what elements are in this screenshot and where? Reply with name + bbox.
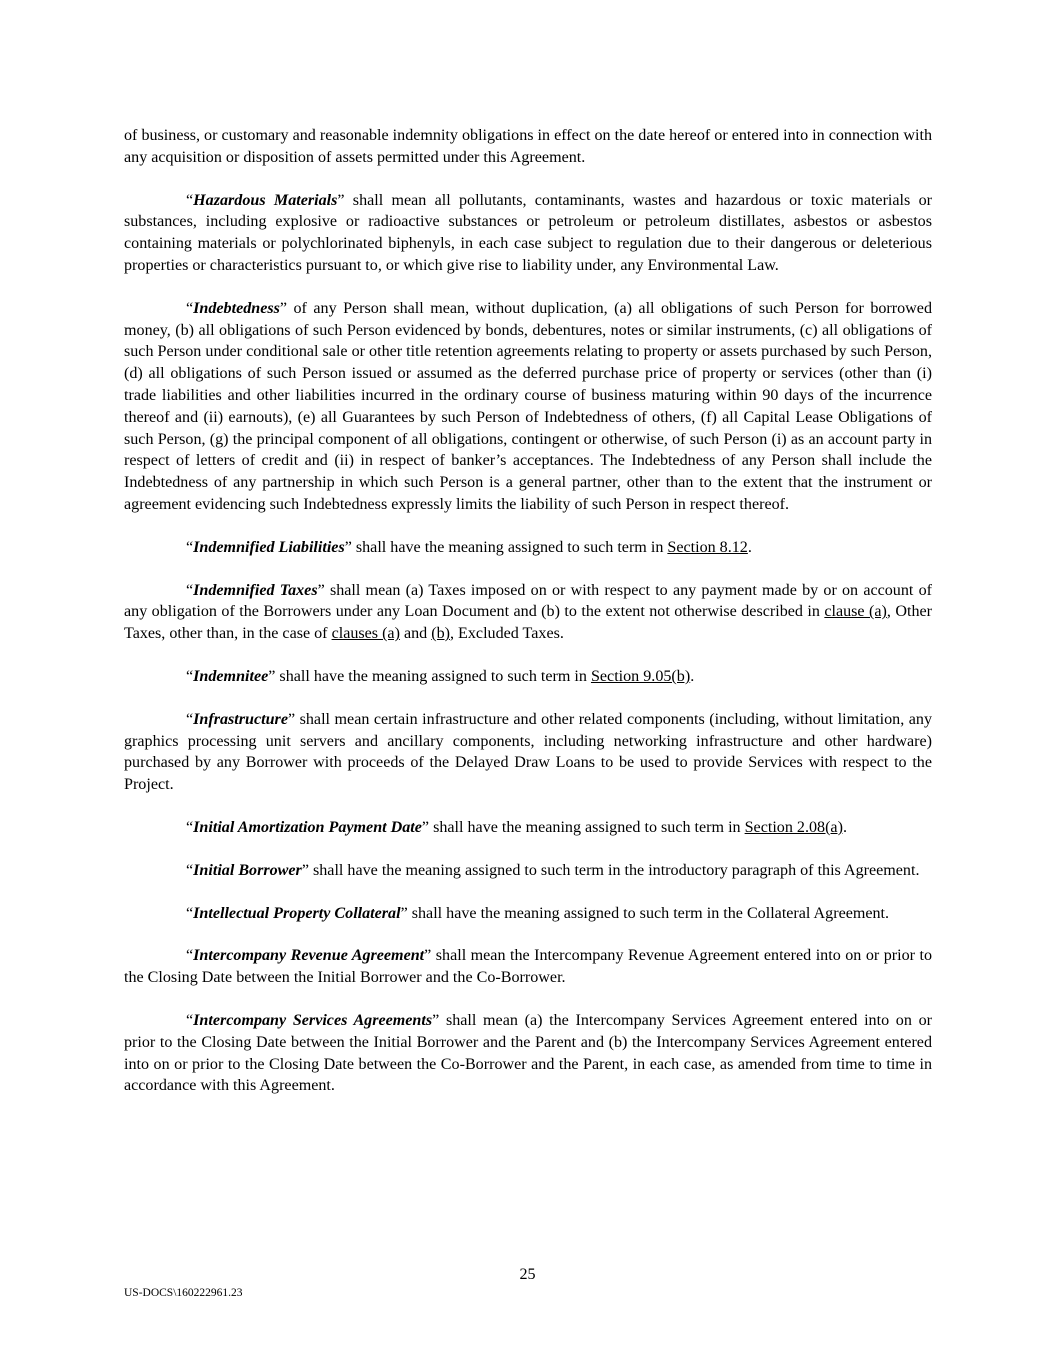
definition-paragraph	[124, 1010, 932, 1097]
document-id: US-DOCS\160222961.23	[124, 1287, 243, 1299]
paragraph-text: ” shall have the meaning assigned to such term in	[344, 538, 668, 556]
page-number: 25	[519, 1266, 536, 1283]
paragraph-text: “	[186, 581, 194, 599]
defined-term: Indemnified Liabilities	[193, 538, 345, 556]
defined-term: Indebtedness	[193, 299, 280, 317]
paragraph-text: .	[842, 818, 847, 836]
defined-term: Hazardous Materials	[193, 191, 338, 209]
definition-paragraph	[124, 537, 932, 559]
paragraph-text: ” shall mean all pollutants, contaminants, wastes and hazardous or toxic materials or substances, including explosive or radioactive substances or petroleum or petroleum distillates, asbestos or asbestos containing materials or polychlorinated biphenyls, in each case subject to regulation due to their dangerous or deleterious properties or characteristics pursuant to, or which give rise to liability under, any Environmental Law.	[124, 191, 932, 274]
defined-term: Infrastructure	[193, 710, 288, 728]
document-body	[124, 125, 932, 1118]
defined-term: Intercompany Services Agreements	[193, 1011, 433, 1029]
defined-term: Indemnified Taxes	[193, 581, 318, 599]
defined-term: Initial Borrower	[193, 861, 302, 879]
paragraph-text: “	[186, 710, 194, 728]
cross-reference: Section 9.05(b)	[590, 667, 691, 685]
cross-reference: Section 2.08(a)	[744, 818, 843, 836]
paragraph-text: of business, or customary and reasonable indemnity obligations in effect on the date hereof or entered into in connection with any acquisition or disposition of assets permitted under this Agreement.	[124, 127, 932, 166]
paragraph-text: “	[186, 1011, 194, 1029]
paragraph-text: , Excluded Taxes.	[450, 625, 564, 643]
definition-paragraph	[124, 298, 932, 516]
paragraph-text: ” shall mean the Intercompany Revenue Agreement entered into on or prior to the Closing Date between the Initial Borrower and the Co-Borrower.	[124, 947, 932, 987]
definition-paragraph	[124, 190, 932, 277]
paragraph-text: “	[186, 861, 194, 879]
paragraph-text: ” shall have the meaning assigned to such term in	[268, 667, 591, 685]
defined-term: Intellectual Property Collateral	[193, 904, 401, 922]
definition-paragraph	[124, 860, 932, 882]
definition-paragraph	[124, 817, 932, 839]
paragraph-text: “	[186, 191, 194, 209]
paragraph-text: .	[747, 538, 752, 556]
definition-paragraph	[124, 903, 932, 925]
paragraph-text: ” shall mean (a) Taxes imposed on or with respect to any payment made by or on account of any obligation of the Borrowers under any Loan Document and (b) to the extent not otherwise described in	[124, 581, 932, 621]
paragraph-text: ” of any Person shall mean, without duplication, (a) all obligations of such Person for borrowed money, (b) all obligations of such Person evidenced by bonds, debentures, notes or similar instruments, (c) all obligations of such Person under conditional sale or other title retention agreements relating to property or assets purchased by such Person, (d) all obligations of such Person issued or assumed as the deferred purchase price of property or services (other than (i) trade liabilities and other liabilities incurred in the ordinary course of business maturing within 90 days of the incurrence thereof and (ii) earnouts), (e) all Guarantees by such Person of Indebtedness of others, (f) all Capital Lease Obligations of such Person, (g) the principal component of all obligations, contingent or otherwise, of such Person (i) as an account party in respect of letters of credit and (ii) in respect of banker’s acceptances. The Indebtedness of any Person shall include the Indebtedness of any partnership in which such Person is a general partner, other than to the extent that the instrument or agreement evidencing such Indebtedness expressly limits the liability of such Person in respect thereof.	[124, 299, 932, 513]
paragraph-text: “	[186, 667, 194, 685]
paragraph-text: “	[186, 904, 194, 922]
paragraph-text: “	[186, 299, 194, 317]
continuation-paragraph	[124, 125, 932, 169]
paragraph-text: “	[186, 947, 194, 965]
paragraph-text: ” shall mean certain infrastructure and other related components (including, without limitation, any graphics processing unit servers and ancillary components, including networking infrastructure and other hardware) purchased by any Borrower with proceeds of the Delayed Draw Loans to be used to provide Services with respect to the Project.	[124, 710, 932, 794]
cross-reference: Section 8.12	[667, 538, 748, 556]
definition-paragraph	[124, 666, 932, 688]
paragraph-text: , Other Taxes, other than, in the case of	[124, 603, 932, 643]
defined-term: Intercompany Revenue Agreement	[193, 947, 425, 965]
cross-reference: clause (a)	[824, 603, 887, 621]
definition-paragraph	[124, 709, 932, 796]
paragraph-text: “	[186, 818, 194, 836]
paragraph-text: ” shall have the meaning assigned to such term in the introductory paragraph of this Agreement.	[301, 861, 920, 879]
paragraph-text: ” shall have the meaning assigned to such term in the Collateral Agreement.	[400, 904, 890, 922]
cross-reference: clauses (a)	[331, 625, 400, 643]
definition-paragraph	[124, 580, 932, 645]
cross-reference: (b)	[431, 625, 450, 643]
paragraph-text: .	[690, 667, 695, 685]
definition-paragraph	[124, 945, 932, 989]
defined-term: Indemnitee	[193, 667, 269, 685]
paragraph-text: and	[399, 625, 432, 643]
paragraph-text: ” shall mean (a) the Intercompany Services Agreement entered into on or prior to the Closing Date between the Initial Borrower and the Parent and (b) the Intercompany Services Agreement entered into on or prior to the Closing Date between the Co-Borrower and the Parent, in each case, as amended from time to time in accordance with this Agreement.	[124, 1011, 932, 1095]
defined-term: Initial Amortization Payment Date	[193, 818, 422, 836]
paragraph-text: ” shall have the meaning assigned to such term in	[421, 818, 745, 836]
paragraph-text: “	[186, 538, 194, 556]
